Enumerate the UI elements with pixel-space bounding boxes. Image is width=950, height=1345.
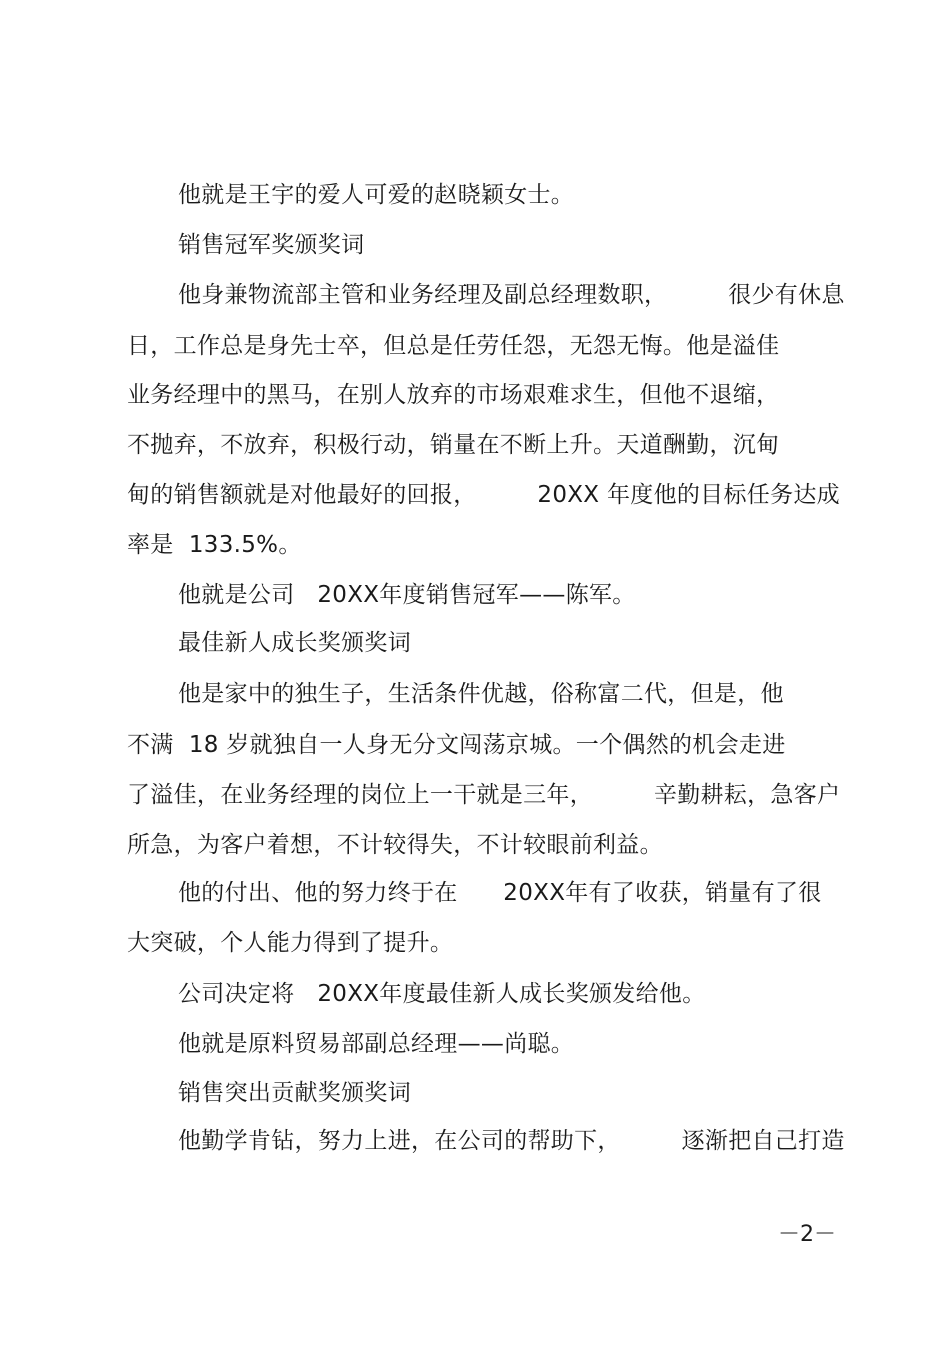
paragraph-line: 日，工作总是身先士卒，但总是任劳任怨，无怨无悔。他是溢佳 — [127, 333, 780, 359]
paragraph-line: 他就是公司 20XX年度销售冠军——陈军。 — [178, 582, 636, 608]
paragraph-line: 率是 133.5%。 — [127, 532, 302, 558]
paragraph-line: 业务经理中的黑马，在别人放弃的市场艰难求生，但他不退缩， — [127, 382, 780, 408]
paragraph-line: 他就是王宇的爱人可爱的赵晓颖女士。 — [178, 182, 575, 208]
paragraph-line: 不满 18 岁就独自一人身无分文闯荡京城。一个偶然的机会走进 — [127, 732, 786, 758]
paragraph-line: 公司决定将 20XX年度最佳新人成长奖颁发给他。 — [178, 981, 706, 1007]
paragraph-line: 他的付出、他的努力终于在 20XX年有了收获，销量有了很 — [178, 880, 822, 906]
paragraph-line: 大突破，个人能力得到了提升。 — [127, 930, 454, 956]
paragraph-line: 他身兼物流部主管和业务经理及副总经理数职， 很少有休息 — [178, 282, 845, 308]
section-heading: 销售冠军奖颁奖词 — [178, 232, 365, 258]
paragraph-line: 不抛弃，不放弃，积极行动，销量在不断上升。天道酬勤，沉甸 — [127, 432, 780, 458]
paragraph-line: 他就是原料贸易部副总经理——尚聪。 — [178, 1031, 575, 1057]
paragraph-line: 他是家中的独生子，生活条件优越，俗称富二代，但是，他 — [178, 681, 784, 707]
section-heading: 最佳新人成长奖颁奖词 — [178, 630, 411, 656]
paragraph-line: 所急，为客户着想，不计较得失，不计较眼前利益。 — [127, 832, 663, 858]
page-number: －2－ — [778, 1222, 836, 1247]
paragraph-line: 甸的销售额就是对他最好的回报， 20XX 年度他的目标任务达成 — [127, 482, 840, 508]
paragraph-line: 了溢佳，在业务经理的岗位上一干就是三年， 辛勤耕耘，急客户 — [127, 782, 841, 808]
section-heading: 销售突出贡献奖颁奖词 — [178, 1080, 411, 1106]
paragraph-line: 他勤学肯钻，努力上进，在公司的帮助下， 逐渐把自己打造 — [178, 1128, 845, 1154]
